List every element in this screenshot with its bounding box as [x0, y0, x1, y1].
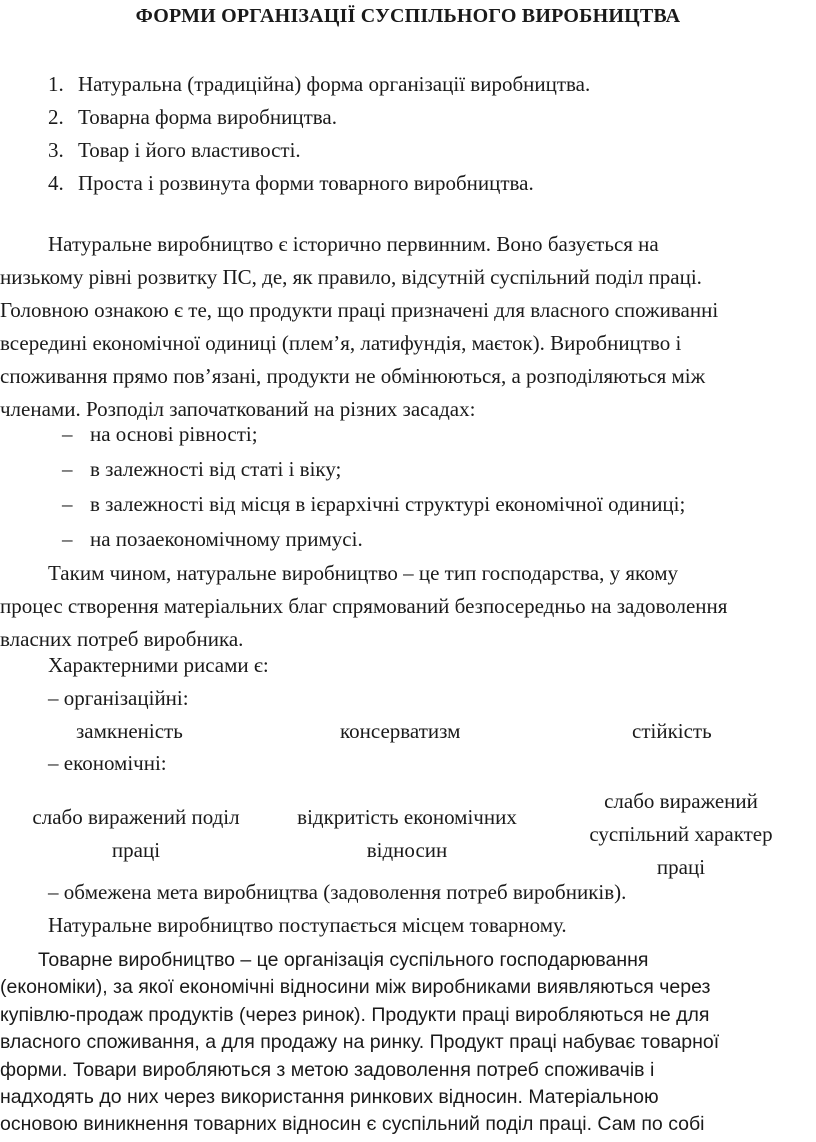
- list-item-text: в залежності від місця в ієрархічні структурі економічної одиниці;: [90, 492, 686, 516]
- list-item: [62, 452, 685, 487]
- outline-item: [48, 167, 590, 200]
- word: Таким: [48, 561, 105, 585]
- outline-number: 2.: [48, 105, 64, 129]
- paragraph-line: власного споживання, а для продажу на ринку. Продукт праці набуває товарної: [0, 1031, 720, 1054]
- paragraph-line: Головною ознакою є те, що продукти праці призначені для власного споживанні: [0, 298, 719, 322]
- cell-line: відкритість економічних: [297, 805, 517, 829]
- topic-outline: [48, 68, 590, 200]
- list-item-text: на позаекономічному примусі.: [90, 527, 363, 551]
- word: у: [609, 561, 621, 585]
- word: натуральне: [176, 561, 277, 585]
- distribution-bases-list: [62, 417, 685, 557]
- paragraph-line: форми. Товари виробляються з метою задоволення потреб споживачів і: [0, 1058, 655, 1081]
- conclusion-paragraph: [0, 557, 816, 656]
- outline-number: 4.: [48, 171, 64, 195]
- dash-bullet: –: [62, 492, 73, 516]
- word: Натуральне: [48, 232, 152, 256]
- paragraph-line: купівлю-продаж продуктів (через ринок). Продукти праці виробляються не для: [0, 1003, 710, 1026]
- feature-stability: стійкість: [632, 719, 712, 743]
- paragraph-line: процес створення матеріальних благ спрямований безпосередньо на задоволення: [0, 594, 728, 618]
- paragraph-line: споживання прямо пов’язані, продукти не обмінюються, а розподіляються між: [0, 364, 706, 388]
- outline-text: Натуральна (традиційна) форма організації виробництва.: [78, 72, 591, 96]
- word: історично: [292, 232, 382, 256]
- outline-text: Товар і його властивості.: [78, 138, 301, 162]
- dash-bullet: –: [62, 457, 73, 481]
- word: латифундія,: [360, 331, 467, 355]
- list-item-text: в залежності від статі і віку;: [90, 457, 342, 481]
- word: Виробництво: [550, 331, 671, 355]
- cell-line: відносин: [366, 838, 448, 862]
- word: чином,: [109, 561, 172, 585]
- cell-line: праці: [111, 838, 161, 862]
- economic-label: – економічні:: [48, 751, 167, 775]
- word: економічної: [92, 331, 201, 355]
- outline-item: [48, 101, 590, 134]
- word: одиниці: [205, 331, 277, 355]
- word: господарства,: [481, 561, 605, 585]
- cell-line: суспільний характер: [589, 822, 773, 846]
- list-item: [62, 417, 685, 452]
- natural-production-paragraph: [0, 228, 816, 426]
- word: (плем’я,: [281, 331, 356, 355]
- feature-limited-goal: – обмежена мета виробництва (задоволення потреб виробників).: [48, 880, 627, 904]
- list-item: [62, 487, 685, 522]
- page-title: ФОРМИ ОРГАНІЗАЦІЇ СУСПІЛЬНОГО ВИРОБНИЦТВА: [135, 5, 681, 27]
- word: на: [638, 232, 659, 256]
- paragraph-line: (економіки), за якої економічні відносини між виробниками виявляються через: [0, 976, 711, 999]
- cell-line: слабо виражений: [604, 789, 758, 813]
- word: –: [403, 561, 414, 585]
- word: і: [675, 331, 682, 355]
- organizational-label: – організаційні:: [48, 686, 189, 710]
- dash-bullet: –: [62, 527, 73, 551]
- paragraph-line: [0, 557, 816, 590]
- transition-sentence: Натуральне виробництво поступається місцем товарному.: [48, 913, 567, 937]
- word: базується: [547, 232, 633, 256]
- paragraph-line: [0, 228, 816, 261]
- paragraph-line: основою виникнення товарних відносин є суспільний поділ праці. Сам по собі: [0, 1113, 705, 1136]
- commodity-production-paragraph: [0, 947, 816, 1139]
- list-item: [62, 522, 685, 557]
- feature-weak-division: [0, 801, 272, 867]
- paragraph-line: власних потреб виробника.: [0, 627, 244, 651]
- word: всередині: [0, 331, 88, 355]
- paragraph-line: [0, 327, 816, 360]
- word: тип: [444, 561, 477, 585]
- outline-number: 1.: [48, 72, 64, 96]
- cell-line: слабо виражений поділ: [32, 805, 240, 829]
- paragraph-line: надходять до них через використання ринкових відносин. Матеріальною: [0, 1085, 659, 1108]
- features-heading: Характерними рисами є:: [48, 653, 269, 677]
- word: це: [418, 561, 440, 585]
- paragraph-line: низькому рівні розвитку ПС, де, як правило, відсутній суспільний поділ праці.: [0, 265, 702, 289]
- paragraph-line: Товарне виробництво – це організація суспільного господарювання: [38, 949, 649, 971]
- paragraph-line: членами. Розподіл започаткований на різних засадах:: [0, 397, 476, 421]
- word: виробництво: [281, 561, 398, 585]
- cell-line: праці: [656, 855, 706, 879]
- word: Воно: [496, 232, 543, 256]
- outline-text: Проста і розвинута форми товарного виробництва.: [78, 171, 534, 195]
- word: виробництво: [157, 232, 274, 256]
- word: є: [278, 232, 288, 256]
- outline-text: Товарна форма виробництва.: [78, 105, 337, 129]
- word: маєток).: [471, 331, 545, 355]
- dash-bullet: –: [62, 422, 73, 446]
- feature-open-relations: [276, 801, 538, 867]
- word: первинним.: [386, 232, 492, 256]
- word: якому: [625, 561, 679, 585]
- outline-item: [48, 68, 590, 101]
- feature-conservatism: консерватизм: [340, 719, 461, 743]
- outline-item: [48, 134, 590, 167]
- feature-weak-social-character: [546, 785, 816, 884]
- outline-number: 3.: [48, 138, 64, 162]
- feature-closedness: замкненість: [76, 719, 183, 743]
- list-item-text: на основі рівності;: [90, 422, 258, 446]
